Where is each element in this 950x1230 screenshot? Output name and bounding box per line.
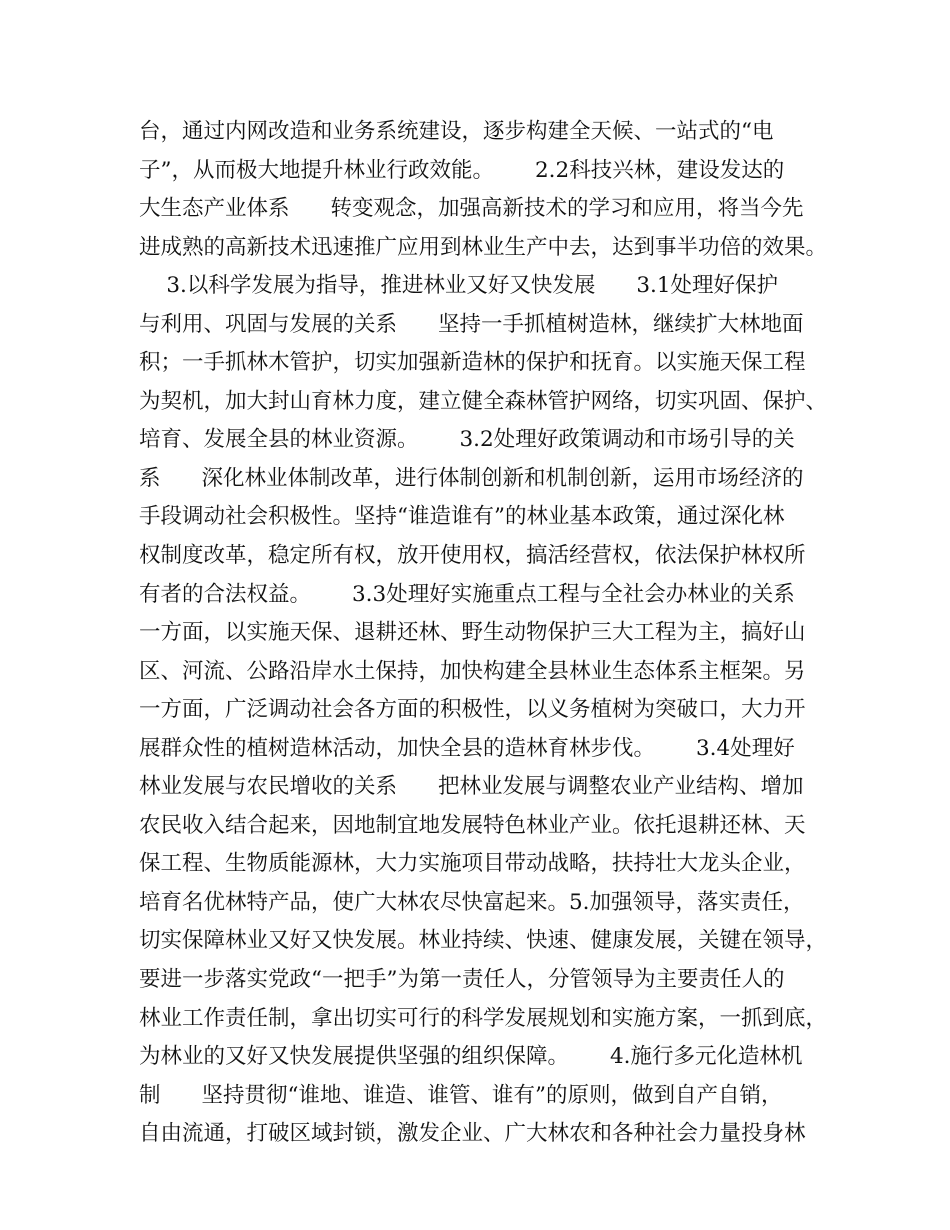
text-line: 子”，从而极大地提升林业行政效能。 2.2科技兴林，建设发达的: [139, 157, 785, 183]
text-line: 林业发展与农民增收的关系 把林业发展与调整农业产业结构、增加: [139, 774, 804, 800]
text-line: 制 坚持贯彻“谁地、谁造、谁管、谁有”的原则，做到自产自销，: [139, 1082, 783, 1108]
text-line: 展群众性的植树造林活动，加快全县的造林育林步伐。 3.4处理好: [139, 735, 795, 761]
text-line: 培育、发展全县的林业资源。 3.2处理好政策调动和市场引导的关: [139, 427, 795, 453]
text-line: 自由流通，打破区域封锁，激发企业、广大林农和各种社会力量投身林: [139, 1121, 806, 1147]
text-line: 与利用、巩固与发展的关系 坚持一手抓植树造林，继续扩大林地面: [139, 311, 804, 337]
text-line: 区、河流、公路沿岸水土保持，加快构建全县林业生态体系主框架。另: [139, 658, 806, 684]
text-line: 切实保障林业又好又快发展。林业持续、快速、健康发展，关键在领导，: [139, 928, 828, 954]
text-line: 要进一步落实党政“一把手”为第一责任人，分管领导为主要责任人的: [139, 967, 785, 993]
text-line: 3.以科学发展为指导，推进林业又好又快发展 3.1处理好保护: [139, 273, 779, 299]
text-line: 系 深化林业体制改革，进行体制创新和机制创新，运用市场经济的: [139, 465, 804, 491]
text-line: 有者的合法权益。 3.3处理好实施重点工程与全社会办林业的关系: [139, 581, 795, 607]
text-line: 权制度改革，稳定所有权，放开使用权，搞活经营权，依法保护林权所: [139, 543, 806, 569]
text-line: 手段调动社会积极性。坚持“谁造谁有”的林业基本政策，通过深化林: [139, 504, 785, 530]
text-line: 林业工作责任制，拿出切实可行的科学发展规划和实施方案，一抓到底，: [139, 1005, 828, 1031]
text-line: 为林业的又好又快发展提供坚强的组织保障。 4.施行多元化造林机: [139, 1044, 803, 1070]
text-line: 一方面，以实施天保、退耕还林、野生动物保护三大工程为主，搞好山: [139, 620, 806, 646]
text-line: 台，通过内网改造和业务系统建设，逐步构建全天候、一站式的“电: [139, 119, 774, 144]
text-line: 农民收入结合起来，因地制宜地发展特色林业产业。依托退耕还林、天: [139, 812, 806, 838]
text-line: 培育名优林特产品，使广大林农尽快富起来。5.加强领导，落实责任，: [139, 889, 805, 915]
text-line: 积；一手抓林木管护，切实加强新造林的保护和抚育。以实施天保工程: [139, 350, 806, 376]
text-line: 进成熟的高新技术迅速推广应用到林业生产中去，达到事半功倍的效果。: [139, 234, 828, 260]
text-line: 保工程、生物质能源林，大力实施项目带动战略，扶持壮大龙头企业，: [139, 851, 806, 877]
text-line: 为契机，加大封山育林力度，建立健全森林管护网络，切实巩固、保护、: [139, 388, 828, 414]
text-line: 一方面，广泛调动社会各方面的积极性，以义务植树为突破口，大力开: [139, 697, 806, 723]
body-text: [139, 113, 829, 1154]
text-line: 大生态产业体系 转变观念，加强高新技术的学习和应用，将当今先: [139, 196, 804, 222]
